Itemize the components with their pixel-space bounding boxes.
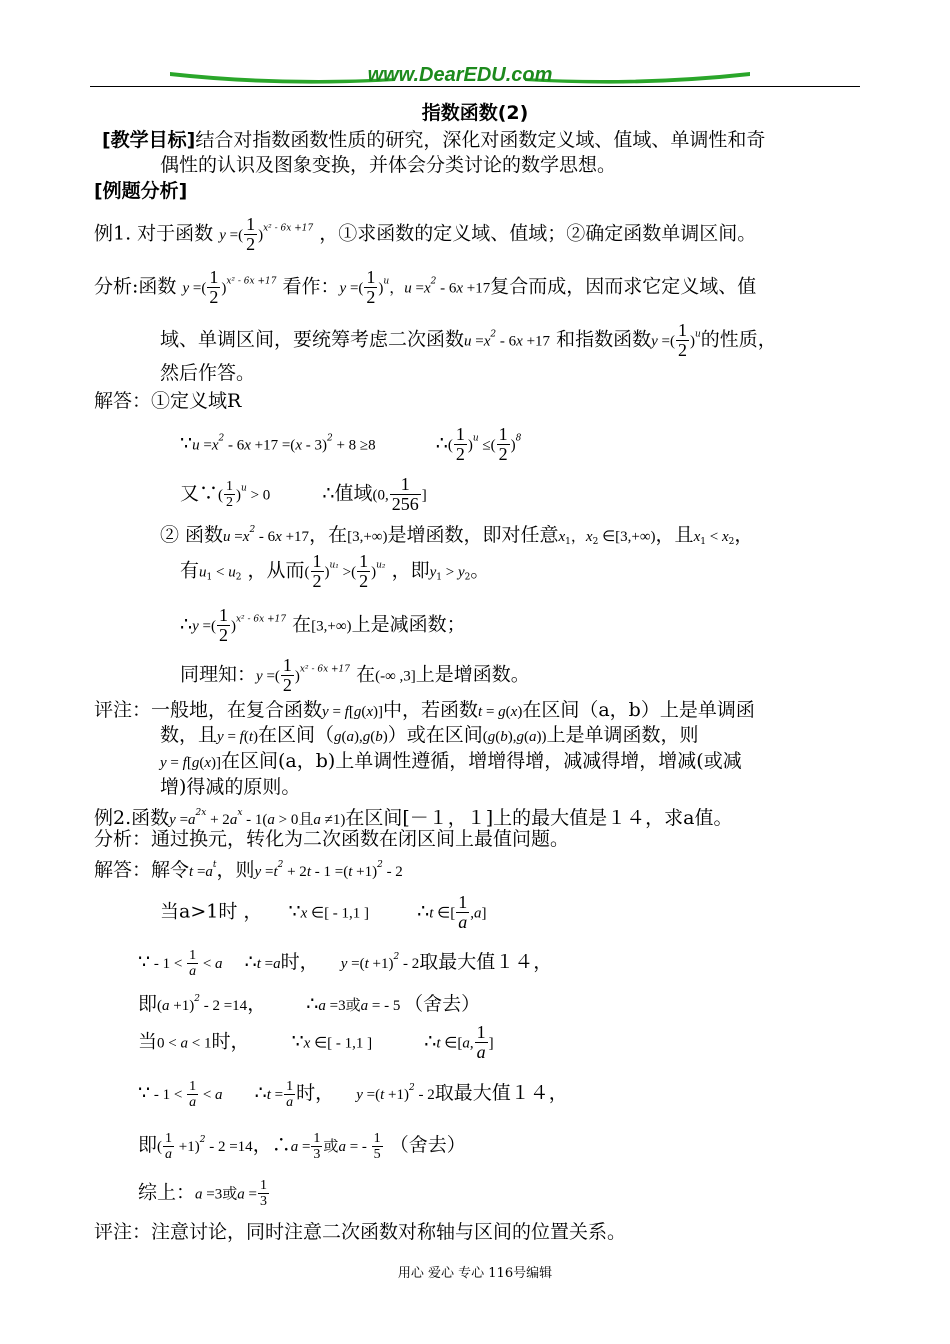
solution-2-line-8: 综上：a =3或a = $\frac{1}{3}$ <box>138 1178 267 1209</box>
site-logo <box>160 62 760 88</box>
examples-heading: [例题分析] <box>94 180 188 202</box>
solution-1-line-5: 有$u_1 < u_2$ ，从而( $\frac{1}{2}$ )$^{u_1}$ >( $\frac{1}{2}$ )$^{u_2}$ ，即$y_1 > y_2$。 <box>180 551 490 591</box>
solution-2-line-5: 当0 < a < 1时， ∵x ∈[ - 1,1 ] ∴t ∈[a, $\frac{1}{a}$ ] <box>138 1022 494 1062</box>
example-2: 例2.函数$y =a^{2x} + 2a^x - 1(a > 0$且a ≠1)在区间[－１，１]上的最大值是１４，求a值。 <box>94 807 733 829</box>
analysis-1-line-3: 然后作答。 <box>160 362 256 384</box>
remark-1-line-1: 评注：一般地，在复合函数y = f[g(x)]中，若函数t = g(x)在区间（a，b）上是单调函 <box>94 699 755 721</box>
solution-2-line-3: ∵ - 1 < $\frac{1}{a}$ < a ∴t =a时， $y =(t +1)^2 - 2$取最大值１４， <box>138 947 553 979</box>
solution-1-line-1: 解答：①定义域R <box>94 390 242 412</box>
analysis-2: 分析：通过换元，转化为二次函数在闭区间上最值问题。 <box>94 828 570 850</box>
solution-2-line-4: 即$(a +1)^2 - 2 =14$， ∴a =3或a = - 5 （舍去） <box>138 993 481 1015</box>
solution-1-line-3: 又∵( $\frac{1}{2}$ )$^u$ > 0 ∴值域(0, $\frac{1}{256}$ ] <box>180 474 427 514</box>
solution-2-line-1: 解答：解令$t =a^t$，则$y =t^2 + 2t - 1 =(t +1)^2 - 2$ <box>94 859 403 881</box>
objective-line-1: [教学目标]结合对指数函数性质的研究，深化对函数定义域、值域、单调性和奇 <box>102 129 766 151</box>
remark-2: 评注：注意讨论，同时注意二次函数对称轴与区间的位置关系。 <box>94 1221 627 1243</box>
solution-2-line-7: 即( $\frac{1}{a}$ +1)$^2$ - 2 =14，∴a = $\frac{1}{3}$ 或a = - $\frac{1}{5}$ （舍去） <box>138 1130 466 1162</box>
page-title: 指数函数(2) <box>421 102 529 124</box>
solution-2-line-2: 当a>1时 ， ∵x ∈[ - 1,1 ] ∴t ∈[ $\frac{1}{a}$ ,a] <box>160 892 487 932</box>
remark-1-line-2: 数，且y = f(t)在区间（g(a),g(b)）或在区间(g(b),g(a))上是单调函数，则 <box>160 724 699 746</box>
remark-1-line-3: y = f[g(x)]在区间(a，b)上单调性遵循，增增得增，减减得增，增减(或减 <box>160 750 742 772</box>
site-url: www.DearEDU.com <box>367 64 553 86</box>
page-footer: 用心 爱心 专心 116号编辑 <box>397 1266 553 1281</box>
objective-label: [教学目标] <box>102 129 196 151</box>
analysis-1-line-1: 分析:函数 y =( $\frac{1}{2}$ )$^{x^2 - 6x +17}$ 看作：y =( $\frac{1}{2}$ )$^u$，$u =x^2 - 6x +17$复合而成，因而求它定义域、值 <box>94 267 757 307</box>
header-divider <box>90 86 860 87</box>
solution-1-line-4: ② 函数$u =x^2 - 6x +17$，在[3,+∞)是增函数，即对任意$x_1$，$x_2$ ∈[3,+∞)，且$x_1 < x_2$， <box>160 524 754 547</box>
solution-1-line-2: ∵u $=x^2 - 6x +17 =(x - 3)^2 + 8 \ge 8$ ∴( $\frac{1}{2}$ )$^u$ ≤( $\frac{1}{2}$ )$^8$ <box>180 424 522 464</box>
solution-1-line-6: ∴y =( $\frac{1}{2}$ )$^{x^2 - 6x +17}$ 在[3,+∞)上是减函数； <box>180 605 466 645</box>
objective-line-2: 偶性的认识及图象变换，并体会分类讨论的数学思想。 <box>160 154 617 176</box>
solution-2-line-6: ∵ - 1 < $\frac{1}{a}$ < a ∴t = $\frac{1}{a}$ 时， $y =(t +1)^2 - 2$取最大值１４， <box>138 1078 568 1110</box>
solution-1-line-7: 同理知：y =( $\frac{1}{2}$ )$^{x^2 - 6x +17}$ 在(-∞ ,3]上是增函数。 <box>180 655 530 695</box>
analysis-1-line-2: 域、单调区间，要统筹考虑二次函数$u =x^2 - 6x +17$ 和指数函数y =( $\frac{1}{2}$ )$^u$的性质， <box>160 320 777 360</box>
remark-1-line-4: 增)得减的原则。 <box>160 776 301 798</box>
example-1: 例1. 对于函数 y =( $\frac{1}{2}$ )$^{x^2 - 6x +17}$ ，①求函数的定义域、值域；②确定函数单调区间。 <box>94 214 757 254</box>
